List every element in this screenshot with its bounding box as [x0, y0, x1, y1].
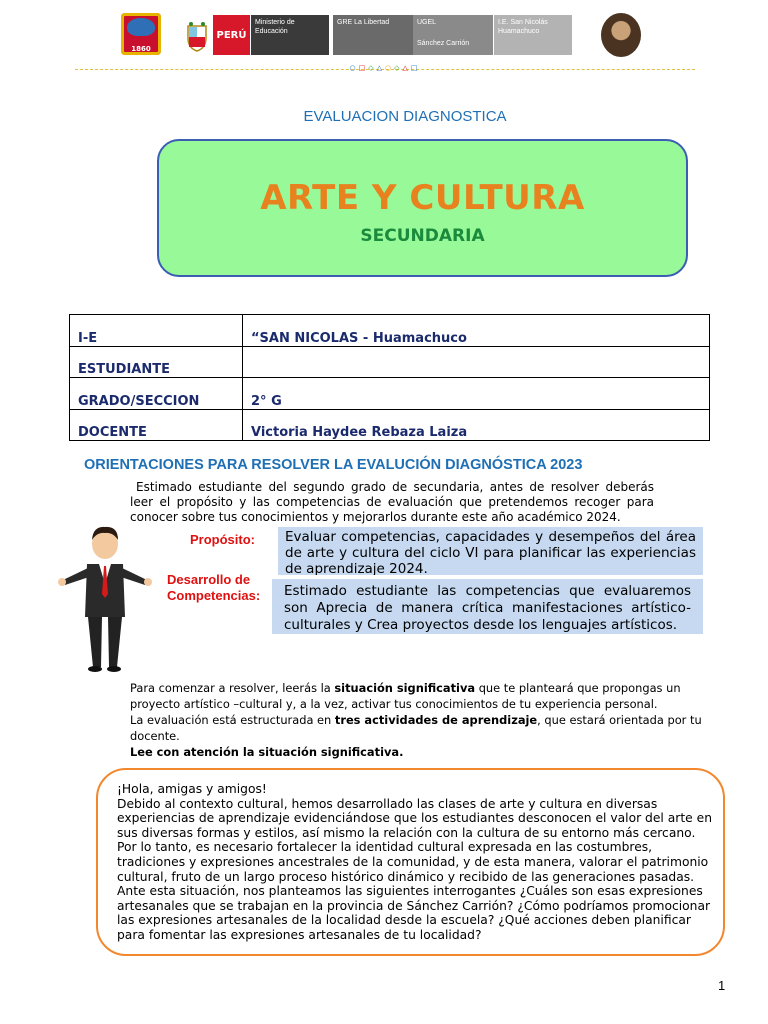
- competencias-label: [167, 572, 260, 604]
- competencias-label-line: Desarrollo de: [167, 572, 251, 587]
- row-value: [243, 346, 710, 378]
- table-row: [70, 346, 710, 378]
- row-value: 2° G: [243, 378, 710, 410]
- proposito-label: Propósito:: [190, 532, 255, 547]
- row-label: GRADO/SECCION: [70, 378, 243, 410]
- header-box-line: Huamachuco: [498, 28, 540, 35]
- row-value: “SAN NICOLAS - Huamachuco: [243, 315, 710, 347]
- instructions-p1: [130, 680, 705, 712]
- student-info-table: [69, 314, 710, 441]
- subject-title: ARTE Y CULTURA: [260, 178, 585, 218]
- header-box-line: Educación: [255, 28, 288, 35]
- competencias-box: Estimado estudiante las competencias que evaluaremos son Aprecia de manera crítica manifestaciones artístico- culturales y Crea proyectos desde los lenguajes artísticos.: [272, 579, 703, 634]
- header-box-minedu: [251, 15, 329, 55]
- proposito-box: Evaluar competencias, capacidades y desempeños del área de arte y cultura del ciclo VI para planificar las experiencias de aprendizaje 2024.: [278, 527, 703, 575]
- situation-body: Debido al contexto cultural, hemos desarrollado las clases de arte y cultura en diversas experiencias de aprendizaje evidenciándose que los estudiantes desconocen el valor del arte en sus diversas formas y estilos, así mismo la relación con la cultura de su entorno más cercano. Por lo tanto, es necesario fortalecer la identidad cultural expresada en las costumbres, tradiciones y expresiones ancestrales de la comunidad, y de esta manera, valorar el patrimonio cultural, fruto de un largo proceso histórico dinámico y recibido de las generaciones pasadas. Ante esta situación, nos planteamos las siguientes interrogantes ¿Cuáles son esas expresiones artesanales que se trabajan en la provincia de Sánchez Carrión? ¿Cómo podríamos promocionar las expresiones artesanales de la localidad desde la escuela? ¿Qué acciones deben planificar para fomentar las expresiones artesanales de tu localidad?: [117, 796, 712, 942]
- header-box-ugel: [413, 15, 493, 55]
- table-row: [70, 378, 710, 410]
- peru-logo: [213, 15, 250, 55]
- header-box-line: UGEL: [417, 19, 437, 26]
- header-box-line: Ministerio de: [255, 19, 295, 26]
- intro-paragraph: [130, 480, 654, 525]
- decorative-shapes: ○□◇△○◇△□: [349, 64, 421, 72]
- school-seal-logo: [121, 13, 161, 55]
- instructions-block: [130, 680, 705, 760]
- header-box-line: Sánchez Carrión: [417, 40, 470, 47]
- peru-label: PERÚ: [216, 29, 247, 41]
- text-run: , que estará orientada por tu docente.: [130, 713, 702, 743]
- row-label: ESTUDIANTE: [70, 346, 243, 378]
- peru-shield-icon: [186, 20, 208, 52]
- row-label: DOCENTE: [70, 409, 243, 441]
- table-row: [70, 409, 710, 441]
- instructions-p3: [130, 744, 705, 760]
- situation-text: [117, 782, 713, 954]
- row-label: I-E: [70, 315, 243, 347]
- header-box-line: I.E. San Nicolás: [498, 19, 548, 26]
- intro-text: Estimado estudiante del segundo grado de secundaria, antes de resolver deberás leer el propósito y las competencias de evaluación que pretendemos recoger para conocer sobre tus conocimientos y mejorarlos durante este año académico 2024.: [130, 480, 654, 524]
- row-value: Victoria Haydee Rebaza Laiza: [243, 409, 710, 441]
- page-title: EVALUACION DIAGNOSTICA: [303, 108, 507, 125]
- bold-run: Lee con atención la situación significativa.: [130, 745, 404, 759]
- instructions-p2: [130, 712, 705, 744]
- text-run: La evaluación está estructurada en: [130, 713, 335, 727]
- bold-run: situación significativa: [334, 681, 476, 695]
- bold-run: tres actividades de aprendizaje: [334, 713, 538, 727]
- table-row: [70, 315, 710, 347]
- section-heading: ORIENTACIONES PARA RESOLVER LA EVALUCIÓN DIAGNÓSTICA 2023: [84, 457, 583, 473]
- level-title: SECUNDARIA: [360, 226, 485, 246]
- seal-year: 1860: [131, 45, 151, 53]
- portrait-image: [601, 13, 641, 57]
- header-box-gre: [333, 15, 413, 55]
- situation-greeting: ¡Hola, amigas y amigos!: [117, 782, 267, 796]
- text-run: Para comenzar a resolver, leerás la: [130, 681, 335, 695]
- competencias-label-line: Competencias:: [167, 588, 261, 603]
- page-number: 1: [718, 978, 726, 993]
- text-run: que te planteará que propongas un proyecto artístico –cultural y, a la vez, activar tus conocimientos de tu experiencia personal.: [130, 681, 681, 711]
- header-box-ie: [494, 15, 572, 55]
- header-box-line: GRE La Libertad: [337, 19, 390, 26]
- businessman-illustration: [55, 522, 155, 672]
